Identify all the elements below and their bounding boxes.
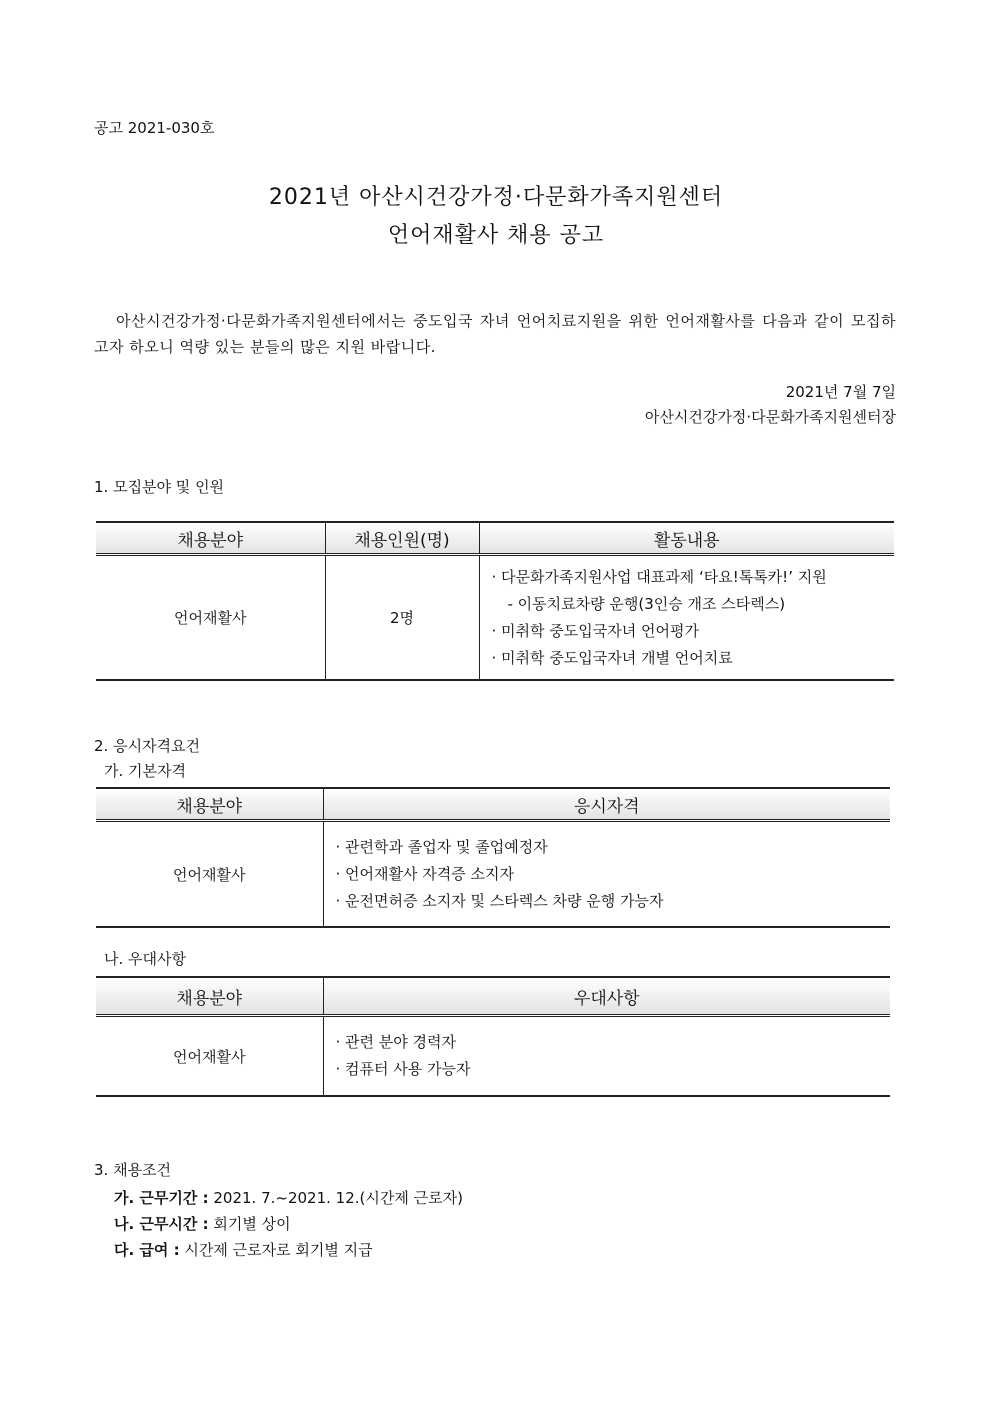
list-item: · 컴퓨터 사용 가능자 [335,1060,471,1078]
preference-cell [323,1016,890,1097]
section2-heading: 2. 응시자격요건 [94,737,201,755]
condition-value: 회기별 상이 [213,1215,291,1233]
intro-paragraph: 아산시건강가정·다문화가족지원센터에서는 중도입국 자녀 언어치료지원을 위한 언어재활사를 다음과 같이 모집하고자 하오니 역량 있는 분들의 많은 지원 바랍니다. [94,312,896,356]
activities-cell [479,555,894,681]
section3-heading: 3. 채용조건 [94,1161,172,1179]
page-subtitle: 언어재활사 채용 공고 [387,223,605,248]
count-cell: 2명 [325,555,479,681]
table-header: 활동내용 [479,522,894,555]
preference-table [96,976,890,1097]
field-cell: 언어재활사 [96,821,323,928]
condition-salary [114,1239,373,1260]
list-item: · 다문화가족지원사업 대표과제 ‘타요!톡톡카!’ 지원 [491,567,827,586]
list-item: · 미취학 중도입국자녀 언어평가 [491,621,699,640]
condition-value: 시간제 근로자로 회기별 지급 [184,1241,373,1259]
table-header: 채용분야 [96,522,325,555]
table-header: 우대사항 [323,977,890,1016]
list-item: · 미취학 중도입국자녀 개별 언어치료 [491,648,733,667]
list-item: · 관련 분야 경력자 [335,1033,457,1051]
section2b-heading: 나. 우대사항 [104,950,186,968]
section2a-heading: 가. 기본자격 [104,762,186,780]
table-header: 응시자격 [323,788,890,821]
table-header: 채용분야 [96,977,323,1016]
page-title: 2021년 아산시건강가정·다문화가족지원센터 [268,185,724,210]
qualification-cell [323,821,890,928]
condition-label: 나. 근무시간 : [114,1215,209,1233]
list-item: · 관련학과 졸업자 및 졸업예정자 [335,837,548,856]
condition-hours [114,1213,291,1234]
field-cell: 언어재활사 [96,1016,323,1097]
table-row [96,1016,890,1097]
qualification-table [96,787,890,928]
list-item: - 이동치료차량 운행(3인승 개조 스타렉스) [507,594,786,613]
condition-label: 다. 급여 : [114,1241,180,1259]
notice-date: 2021년 7월 7일 [785,383,896,401]
notice-number: 공고 2021-030호 [94,119,215,137]
list-item: · 운전면허증 소지자 및 스타렉스 차량 운행 가능자 [335,891,664,910]
recruitment-table [96,521,894,681]
field-cell: 언어재활사 [96,555,325,681]
signer: 아산시건강가정·다문화가족지원센터장 [644,408,896,426]
condition-value: 2021. 7.~2021. 12.(시간제 근로자) [213,1189,463,1207]
list-item: · 언어재활사 자격증 소지자 [335,864,514,883]
table-row [96,555,894,681]
table-row [96,821,890,928]
section1-heading: 1. 모집분야 및 인원 [94,478,225,496]
table-header: 채용분야 [96,788,323,821]
condition-period [114,1187,463,1208]
condition-label: 가. 근무기간 : [114,1189,209,1207]
table-header: 채용인원(명) [325,522,479,555]
